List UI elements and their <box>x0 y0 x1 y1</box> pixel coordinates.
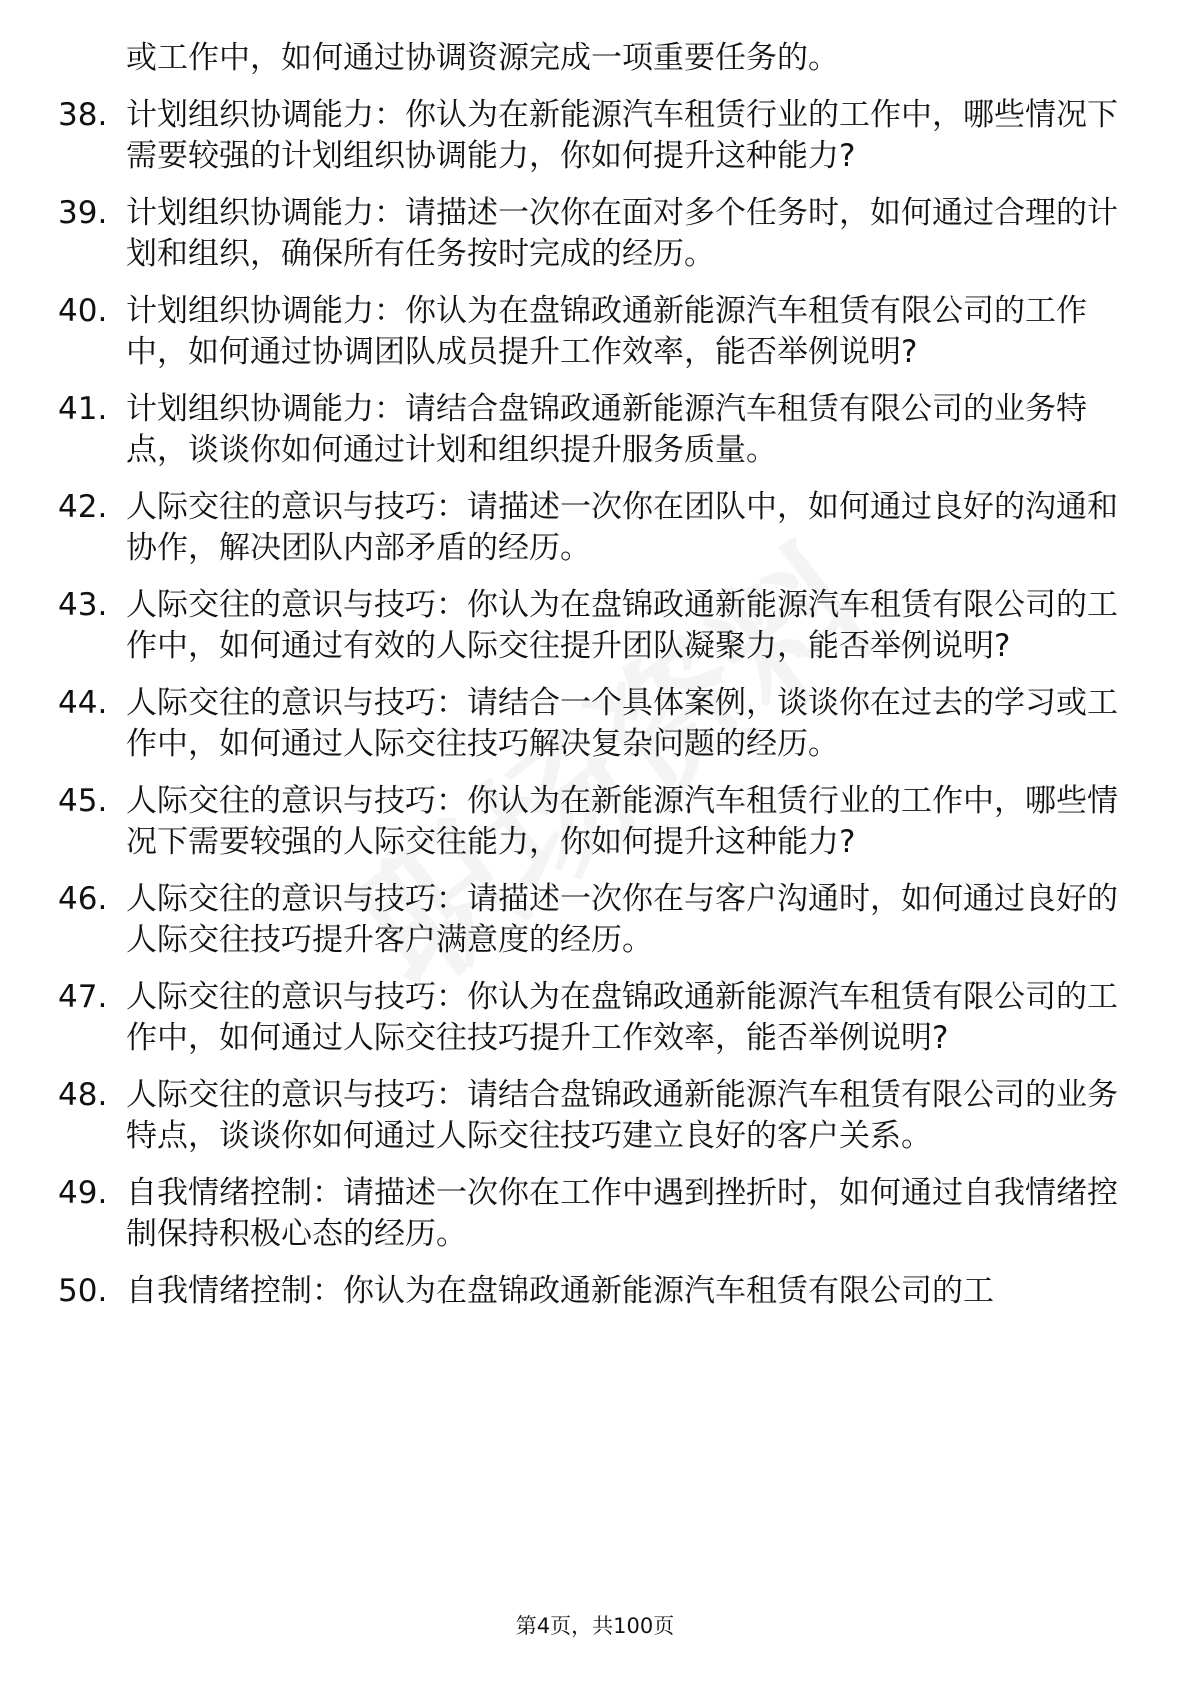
item-text: 自我情绪控制：请描述一次你在工作中遇到挫折时，如何通过自我情绪控制保持积极心态的经历。 <box>126 1175 1118 1252</box>
continued-text: 或工作中，如何通过协调资源完成一项重要任务的。 <box>126 40 839 76</box>
item-text: 人际交往的意识与技巧：你认为在新能源汽车租赁行业的工作中，哪些情况下需要较强的人际交往能力，你如何提升这种能力? <box>126 783 1118 860</box>
item-number: 45. <box>58 783 108 819</box>
item-text: 人际交往的意识与技巧：请结合盘锦政通新能源汽车租赁有限公司的业务特点，谈谈你如何通过人际交往技巧建立良好的客户关系。 <box>126 1077 1118 1154</box>
item-number: 38. <box>58 97 108 133</box>
item-text: 人际交往的意识与技巧：你认为在盘锦政通新能源汽车租赁有限公司的工作中，如何通过人际交往技巧提升工作效率，能否举例说明? <box>126 979 1118 1056</box>
item-number: 39. <box>58 195 108 231</box>
list-item <box>58 585 1118 667</box>
item-number: 50. <box>58 1273 108 1309</box>
item-text: 计划组织协调能力：请描述一次你在面对多个任务时，如何通过合理的计划和组织，确保所有任务按时完成的经历。 <box>126 195 1118 272</box>
item-text: 计划组织协调能力：你认为在盘锦政通新能源汽车租赁有限公司的工作中，如何通过协调团队成员提升工作效率，能否举例说明? <box>126 293 1087 370</box>
item-text: 自我情绪控制：你认为在盘锦政通新能源汽车租赁有限公司的工 <box>126 1273 994 1309</box>
page-footer: 第4页，共100页 <box>515 1614 675 1638</box>
list-item <box>58 487 1118 569</box>
list-item <box>58 389 1118 471</box>
item-number: 48. <box>58 1077 108 1113</box>
item-number: 41. <box>58 391 108 427</box>
item-number: 40. <box>58 293 108 329</box>
item-text: 人际交往的意识与技巧：请结合一个具体案例，谈谈你在过去的学习或工作中，如何通过人际交往技巧解决复杂问题的经历。 <box>126 685 1118 762</box>
item-number: 43. <box>58 587 108 623</box>
item-text: 计划组织协调能力：你认为在新能源汽车租赁行业的工作中，哪些情况下需要较强的计划组织协调能力，你如何提升这种能力? <box>126 97 1118 174</box>
item-number: 44. <box>58 685 108 721</box>
list-item <box>58 1173 1118 1255</box>
item-number: 47. <box>58 979 108 1015</box>
item-text: 计划组织协调能力：请结合盘锦政通新能源汽车租赁有限公司的业务特点，谈谈你如何通过计划和组织提升服务质量。 <box>126 391 1087 468</box>
list-item <box>58 879 1118 961</box>
item-text: 人际交往的意识与技巧：请描述一次你在团队中，如何通过良好的沟通和协作，解决团队内部矛盾的经历。 <box>126 489 1118 566</box>
item-number: 46. <box>58 881 108 917</box>
item-number: 49. <box>58 1175 108 1211</box>
list-item <box>58 291 1118 373</box>
list-item <box>58 1075 1118 1157</box>
question-list <box>0 38 1190 1328</box>
item-number: 42. <box>58 489 108 525</box>
list-item <box>58 1271 1118 1312</box>
item-text: 人际交往的意识与技巧：请描述一次你在与客户沟通时，如何通过良好的人际交往技巧提升客户满意度的经历。 <box>126 881 1118 958</box>
item-text: 人际交往的意识与技巧：你认为在盘锦政通新能源汽车租赁有限公司的工作中，如何通过有效的人际交往提升团队凝聚力，能否举例说明? <box>126 587 1118 664</box>
list-item <box>58 193 1118 275</box>
list-item <box>58 95 1118 177</box>
list-item <box>58 683 1118 765</box>
list-item <box>58 781 1118 863</box>
list-item <box>58 977 1118 1059</box>
